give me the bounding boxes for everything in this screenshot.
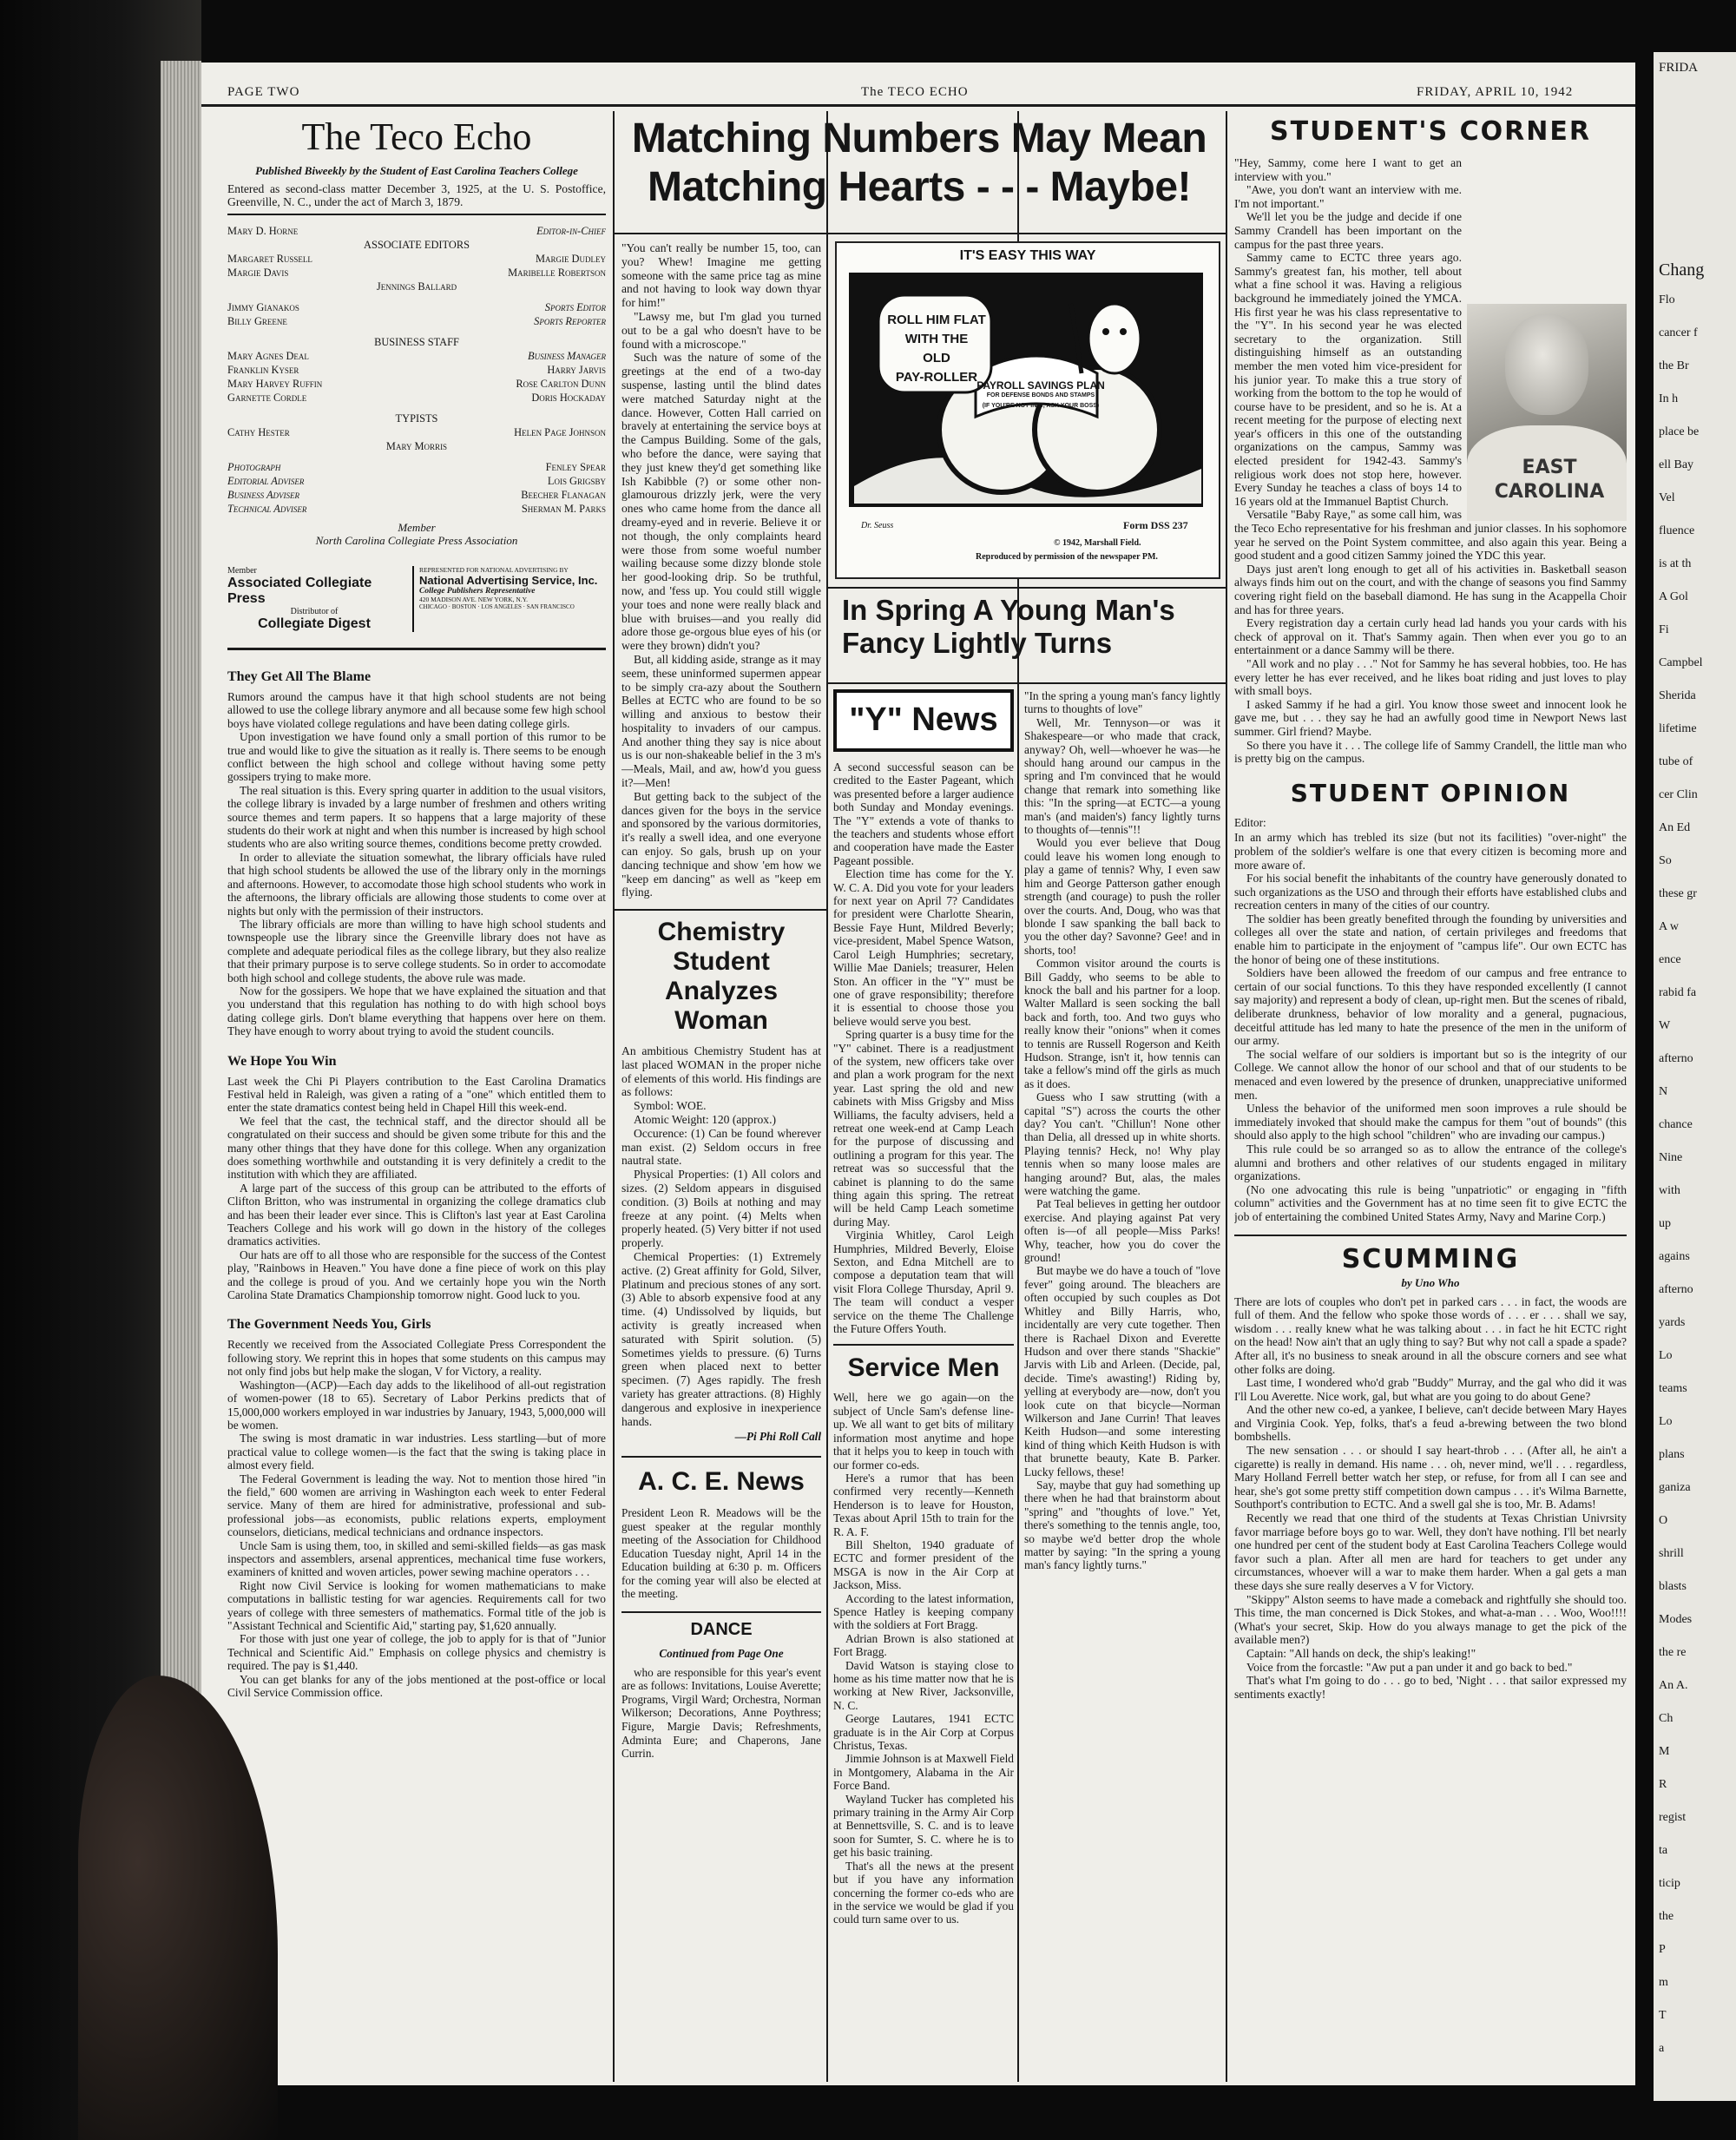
scumming-paragraph: The new sensation . . . or should I say heart-throb . . . (After all, he ain't a cigarette) is really in demand. His name . . . oh, never mind, we'll . . . regardless, Mary Holland Ferrell better watch her step, or refuse, for from all I can see and hear, she's got some pretty stiff competition down campus . . . it's Wilma Barnette, Southport's contribution to ECTC. And a swell gal she is too, Mr. B. Adams! <box>1234 1444 1627 1511</box>
cartoon-banner: PAYROLL SAVINGS PLAN FOR DEFENSE BONDS AND STAMPS (IF YOU'RE NOT IN IT, ASK YOUR BOSS) <box>976 379 1105 409</box>
adjacent-fragment: rabid fa <box>1659 986 1697 999</box>
editorials <box>227 669 606 1699</box>
top-rule <box>201 104 1635 107</box>
spring-paragraph: Would you ever believe that Doug could leave his women long enough to play a game of tennis? Why, I even saw him and George Patterson gather enough strength (and courage) to push the roller over the courts. And, Doug, who was that blonde I saw spanking the ball back to you the other day? Savonne? Gee! and in shorts, too! <box>1024 836 1220 957</box>
matching-headline-2: Matching Hearts - - - Maybe! <box>647 164 1192 210</box>
adjacent-fragment: Ch <box>1659 1712 1674 1725</box>
adjacent-fragment: M <box>1659 1745 1670 1758</box>
service-men-paragraph: Bill Shelton, 1940 graduate of ECTC and former president of the MSGA is now in the Air Corp at Jackson, Miss. <box>833 1538 1014 1592</box>
service-men-paragraph: According to the latest information, Spence Hatley is keeping company with the soldiers at Fort Bragg. <box>833 1591 1014 1632</box>
adjacent-fragment: regist <box>1659 1811 1687 1824</box>
column-rule-2 <box>826 111 828 2082</box>
adjacent-fragment: R <box>1659 1778 1667 1791</box>
editorial-paragraph: We feel that the cast, the technical staff, and the director should all be congratulated on their success and should be given some tribute for this and the many other things that they have done for this college. When any organization does something worthwhile and outstanding it is very definitely a credit to the institution with which they are affiliated. <box>227 1114 606 1182</box>
scumming-top-rule <box>1234 1235 1627 1236</box>
scumming-paragraph: And the other new co-ed, a yankee, I believe, can't decide between Mary Hayes and Virginia Cook. Yep, folks, that's a feud a-brewing between the two blond bombshells. <box>1234 1403 1627 1444</box>
spring-story <box>1024 689 1220 2078</box>
adjacent-running-head: FRIDA <box>1659 61 1699 75</box>
spring-paragraph: Guess who I saw strutting (with a capital "S") across the courts the other day? You can't. "Chillun'! None other than Delia, all dressed up in white shorts. Playing tennis? Heck, no! Why play tennis when so many loose males are hanging around? But, alas, the males were watching the game. <box>1024 1090 1220 1198</box>
matching-rule <box>615 233 1226 234</box>
adjacent-fragment: P <box>1659 1943 1666 1956</box>
student-opinion-title: STUDENT OPINION <box>1290 778 1571 807</box>
adjacent-fragment: lifetime <box>1659 722 1697 735</box>
adjacent-fragment: ence <box>1659 953 1681 966</box>
student-opinion-paragraph: Soldiers have been allowed the freedom of our campus and free entrance to certain of our social functions. To this they have responded excellently (I cannot say majority) and represent a body of clean, up-right men. But the scenes of ribald, deliberate drunkness, behavior of low morality and a general, pugnacious, deceitful attitude has led many to hate the presence of the men in the uniform of our army. <box>1234 966 1627 1048</box>
students-corner-paragraph: "Awe, you don't want an interview with me. I'm not important." <box>1234 183 1462 210</box>
chemistry-paragraph: An ambitious Chemistry Student has at last placed WOMAN in the proper niche of elements of this world. His findings are as follows: <box>621 1044 821 1099</box>
ace-news-title: A. C. E. News <box>638 1466 805 1496</box>
adjacent-fragment: An A. <box>1659 1679 1688 1692</box>
chemistry-paragraph: Chemical Properties: (1) Extremely active. (2) Great affinity for Gold, Silver, Platinum and precious stones of any sort. (3) Able to absorb expensive food at any time. (4) Undissolved by liquids, but activity is greatly increased when saturated with Spirit solution. (5) Sometimes yields to pressure. (6) Turns green when placed next to better specimen. (7) Ages rapidly. The fresh variety has greater attractions. (8) Highly dangerous and explosive in inexperience hands. <box>621 1249 821 1428</box>
service-men-paragraph: Jimmie Johnson is at Maxwell Field in Montgomery, Alabama in the Air Force Band. <box>833 1752 1014 1793</box>
students-corner-paragraph: Versatile "Baby Raye," as some call him, was the Teco Echo representative for his freshman and junior classes. In his sophomore year he served on the Point System committee, and also again this year. Being a good student and a good citizen Sammy joined the YDC this year. <box>1234 508 1627 563</box>
editorial-paragraph: Uncle Sam is using them, too, in skilled and semi-skilled fields—as gas mask inspectors and assemblers, arsenal apprentices, mechanical time fuse workers, examiners of knitted and woven articles, power sewing machine operators . . . <box>227 1538 606 1579</box>
editorial-paragraph: In order to alleviate the situation somewhat, the library officials have ruled that high school students be allowed the use of the library only in the mornings and afternoons. However, to accomodate those high school students who work in the afternoons, the library officials are allowing those students to come over at nights but only with the permission of their instructors. <box>227 850 606 918</box>
adjacent-fragment: plans <box>1659 1448 1685 1461</box>
editorial-paragraph: Washington—(ACP)—Each day adds to the likelihood of all-out registration of women-power (18 to 65). Secretary of Labor Perkins predicts that of 15,000,000 workers employed in war industries by January, 1943, 5,000,000 will be women. <box>227 1378 606 1432</box>
matching-headline <box>620 115 1219 232</box>
staff-associate-label: ASSOCIATE EDITORS <box>364 239 470 251</box>
adjacent-fragment: Nine <box>1659 1151 1683 1164</box>
scumming-paragraph: Voice from the forcastle: "Aw put a pan under it and go back to bed." <box>1246 1660 1573 1674</box>
masthead-entered: Entered as second-class matter December 3, 1925, at the U. S. Postoffice, Greenville, N. C., under the act of March 3, 1879. <box>227 182 606 208</box>
adjacent-fragment: Fi <box>1659 623 1669 636</box>
adjacent-fragment: yards <box>1659 1316 1686 1329</box>
editorial-paragraph: The real situation is this. Every spring quarter in addition to the usual visitors, the college library is invaded by a large number of freshmen and others writing source themes and term papers. It so happens that a large majority of these students do their work at night and when this number is increased by high school students who are also writing source themes, conditions become pretty crowded. <box>227 783 606 851</box>
staff-typists-row: Cathy Hester Helen Page Johnson <box>227 426 606 438</box>
cartoon-artist: Dr. Seuss <box>861 521 894 530</box>
staff-typists-label: TYPISTS <box>395 412 438 425</box>
chemistry-title: Chemistry Student Analyzes Woman <box>657 918 786 1035</box>
students-corner-paragraph: We'll let you be the judge and decide if one Sammy Crandell has been important on the campus for the past three years. <box>1234 210 1462 251</box>
adjacent-fragment: A w <box>1659 920 1679 933</box>
scumming-paragraph: Last time, I wondered who'd grab "Buddy" Murray, and the gal who did it was I'll Lou Averette. Nice work, gal, but what are you going to do about Gene? <box>1234 1376 1627 1403</box>
scumming-body <box>1234 1295 1627 1702</box>
adjacent-fragment: fluence <box>1659 524 1695 537</box>
student-opinion-paragraph: This rule could be so arranged so as to allow the entrance of the college's alumni and brothers and other relatives of our students engaged in military organizations. <box>1234 1142 1627 1183</box>
masthead-rule <box>227 214 606 215</box>
adjacent-fragment: the <box>1659 1910 1674 1923</box>
editorial-paragraph: You can get blanks for any of the jobs mentioned at the post-office or local Civil Service Commission office. <box>227 1672 606 1700</box>
cartoon-credit-1: © 1942, Marshall Field. <box>1054 538 1141 548</box>
adjacent-fragment: W <box>1659 1019 1671 1032</box>
adjacent-fragment: these gr <box>1659 887 1697 900</box>
dance-text: who are responsible for this year's event are as follows: Invitations, Louise Averette; Programs, Virgil Ward; Orchestra, Norman Wilkerson; Decorations, Anne Poythress; Figure, Margie Davis; Refreshments, Adminta Eure; and Chaperons, Jane Currin. <box>621 1665 821 1761</box>
matching-paragraph: "You can't really be number 15, too, can you? Whew! Imagine me getting someone with the same price tag as mine and not having to look way down thyar for him!" <box>621 241 821 310</box>
adjacent-fragment: a <box>1659 2042 1665 2055</box>
adjacent-fragment: ell Bay <box>1659 458 1694 471</box>
adjacent-fragment: afterno <box>1659 1052 1693 1065</box>
spring-paragraph: Common visitor around the courts is Bill Gaddy, who seems to be able to knock the ball and his partner for a loop. Walter Mallard is seen socking the ball back and forth, too. And two guys who really know their "onions" when it comes to tennis are Russell Rogerson and Keith Hudson. Strange, isn't it, how tennis can take a fellow's mind off the girls as much as it does. <box>1024 957 1220 1090</box>
staff-adviser-row: Editorial Adviser Lois Grigsby <box>227 475 606 487</box>
adjacent-fragment: Modes <box>1659 1613 1693 1626</box>
staff-business-row: Mary Harvey Ruffin Rose Carlton Dunn <box>227 378 606 390</box>
right-column <box>1234 115 1627 2082</box>
students-corner-paragraph: Every registration day a certain curly head lad hands you your cards with his check of approval on it. That's Sammy again. Then when ever you go to an entertainment or a dance Sammy will be there. <box>1234 616 1627 657</box>
editorial-title: The Government Needs You, Girls <box>227 1317 431 1333</box>
adjacent-fragment: place be <box>1659 425 1700 438</box>
adjacent-fragment: up <box>1659 1217 1671 1230</box>
student-opinion-paragraph: The social welfare of our soldiers is important but so is the integrity of our College. We cannot allow the honor of our school and that of our students to be menaced and even lowered by the presence of drunken, unappreciative uniformed men. <box>1234 1047 1627 1102</box>
staff-business-label: BUSINESS STAFF <box>374 336 459 348</box>
students-corner-paragraph: So there you have it . . . The college life of Sammy Crandell, the little man who is pretty big on the campus. <box>1234 738 1627 766</box>
staff-business-row: Mary Agnes Deal Business Manager <box>227 350 606 362</box>
chemistry-paragraph: Symbol: WOE. <box>634 1099 707 1113</box>
y-news-paragraph: Virginia Whitley, Carol Leigh Humphries, Mildred Beverly, Eloise Sexton, and Edna Mitchell are to compose a deputation team that will visit Flora College Thursday, April 9. The team will conduct a vesper service on the theme The Challenge the Future Offers Youth. <box>833 1228 1014 1336</box>
spring-paragraph: Well, Mr. Tennyson—or was it Shakespeare—or who made that crack, anyway? Oh, well—whoever he was—he should hang around our campus in the spring and I'm convinced that he would change that remark into something like this: "In the spring—at ECTC—a young man's (and maiden's) fancy lightly turns to thoughts of—tennis"!! <box>1024 715 1220 837</box>
editorial-paragraph: Recently we received from the Associated Collegiate Press Correspondent the following story. We reprint this in hopes that some students on this campus may not only find jobs but help make the slogan, V for Victory, a reality. <box>227 1338 606 1379</box>
member-org: North Carolina Collegiate Press Association <box>315 534 518 547</box>
masthead-bottom-rule <box>227 648 606 650</box>
students-corner-paragraph: Days just aren't long enough to get all of his activities in. Basketball season always finds him out on the court, and with the change of seasons you find Sammy covering right field on the baseball diamond. He has sung in the Acappella Choir and has for three years. <box>1234 562 1627 616</box>
adjacent-fragment: blasts <box>1659 1580 1687 1593</box>
matching-end-rule <box>615 909 826 911</box>
adjacent-fragment: cer Clin <box>1659 788 1698 801</box>
spring-paragraph: Pat Teal believes in getting her outdoor exercise. And playing against Pat very often is—of all people—Miss Parks! Why, teacher, how you do cover the ground! <box>1024 1197 1220 1265</box>
cartoon-header: IT'S EASY THIS WAY <box>959 248 1096 263</box>
students-corner-title: STUDENT'S CORNER <box>1270 116 1591 147</box>
staff-adviser-row: Photograph Fenley Spear <box>227 461 606 473</box>
adjacent-fragment: Lo <box>1659 1349 1673 1362</box>
member-label: Member <box>398 521 436 534</box>
service-men-paragraph: That's all the news at the present but if you have any information concerning the former co-eds who are in the service we would be glad if you could turn same over to us. <box>833 1859 1014 1926</box>
column-rule-1 <box>613 111 615 2082</box>
student-opinion-paragraph: For his social benefit the inhabitants of the country have generously donated to such organizations as the USO and through their efforts have established clubs and recreation centers in many of the cities of our country. <box>1234 872 1627 912</box>
cartoon-sign: ROLL HIM FLAT WITH THE OLD PAY-ROLLER <box>887 313 986 385</box>
ace-news-text: President Leon R. Meadows will be the guest speaker at the regular monthly meeting of the Association for Childhood Education Tuesday night, April 14 in the Education building at 6:30 p. m. Officers for the coming year will also be elected at the meeting. <box>621 1505 821 1601</box>
chemistry-column <box>621 918 821 2081</box>
service-men-paragraph: Here's a rumor that has been confirmed very recently—Kenneth Henderson is to leave for Houston, Texas about April 15th to train for the R. A. F. <box>833 1471 1014 1538</box>
press-badges <box>227 566 606 632</box>
adjacent-fragment: So <box>1659 854 1672 867</box>
adjacent-fragment: agains <box>1659 1250 1690 1263</box>
nas-badge: REPRESENTED FOR NATIONAL ADVERTISING BY National Advertising Service, Inc. College Publishers Representative 420 MADISON AVE. NEW YORK, N.Y. CHICAGO · BOSTON · LOS ANGELES · SAN FRANCISCO <box>412 566 606 632</box>
dance-title: DANCE <box>690 1620 753 1640</box>
paper-name-running: The TECO ECHO <box>861 85 969 99</box>
staff-associate-row: Margie Davis Maribelle Robertson <box>227 267 606 279</box>
service-men-title: Service Men <box>847 1353 1000 1383</box>
staff-adviser-row: Technical Adviser Sherman M. Parks <box>227 503 606 515</box>
adjacent-fragment: tube of <box>1659 755 1693 768</box>
scumming-paragraph: There are lots of couples who don't pet in parked cars . . . in fact, the woods are full of them. And the fellow who spoke those words of . . . er . . . shall we say, wisdom . . . really knew what he was talking about . . . in fact he hit ECTC right on the head! Now ain't that an ugly thing to say? But why not call a spade a spade? After all, it's no business to sneak around in all the obscure corners and see what other folks are doing. <box>1234 1294 1627 1376</box>
adjacent-fragment: ticip <box>1659 1877 1680 1890</box>
adjacent-fragment: afterno <box>1659 1283 1693 1296</box>
scumming-paragraph: That's what I'm going to do . . . go to bed, 'Night . . . that sailor expressed my sentiments exactly! <box>1234 1674 1627 1701</box>
editorial-paragraph: The swing is most dramatic in war industries. Less startling—but of more practical value to college women—is the fact that the swing is taking place in almost every field. <box>227 1432 606 1472</box>
editorial-paragraph: The Federal Government is leading the way. Not to mention those hired "in the field," 600 women are arriving in Washington each week to enter Federal service. Many of them are hired for administrative, professional and sub-professional jobs—as economists, public relations experts, employment counselors, dieticians, medical technicians and ordnance inspectors. <box>227 1472 606 1539</box>
y-news-paragraph: Spring quarter is a busy time for the "Y" cabinet. There is a readjustment of the system, new officers take over and plan a work program for the next year. Last spring the old and new cabinets with Miss Grigsby and Miss Williams, the faculty advisers, held a retreat one week-end at Camp Leach for the purpose of discussing and outlining a program for this year. The retreat was so successful that the cabinet is planning to do the same thing again this spring. The retreat will be held Camp Leach sometime during May. <box>833 1028 1014 1228</box>
y-news-paragraph: A second successful season can be credited to the Easter Pageant, which was presented before a larger audience both Sunday and Monday evenings. The "Y" extends a vote of thanks to the teachers and students whose effort and cooperation have made the Easter Pageant possible. <box>833 761 1014 867</box>
adjacent-page-fragment <box>1654 52 1736 2101</box>
scumming-paragraph: Recently we read that one third of the students at Texas Christian Univrsity favor marriage before boys go to war. Well, they don't have nothing. I'll bet nearly one hundred per cent of the student body at East Carolina Teachers College would favor such a plan. After all men are hard for teachers to get under any circumstances, whoever will a war to make them harder. When a gal gets a man these days she sure really deserves a V for Victory. <box>1234 1511 1627 1592</box>
y-news-column <box>833 689 1014 2078</box>
adjacent-fragment: shrill <box>1659 1547 1684 1560</box>
spring-paragraph: But maybe we do have a touch of "love fever" going around. The bleachers are often occupied by such couples as Dot Whitley and Billy Harris, who, incidentally are very cute together. Then there is Rachael Dixon and Everette Hudson and over there stands "Shackie" Jarvis with Lib and Arleen. (Decide, pal, decide. Time's awasting!) Riding by, yelling at everybody are—now, don't you look cute on that bicycle—Norman Wilkerson and Jane Currin! That leaves Keith Hudson—and some interesting kind of thing which Keith Hudson is with that brunette beauty, Kate B. Parker. Lucky fellows, these! <box>1024 1264 1220 1478</box>
column-rule-4 <box>1226 111 1227 2082</box>
student-opinion-paragraph: (No one advocating this rule is being "unpatriotic" or engaging in "fifth column" activities and the Government has at no time seen fit to give ECTC the job of entertaining the combined United States Army, Navy and Marine Corp.) <box>1234 1182 1627 1223</box>
service-men-paragraph: George Lautares, 1941 ECTC graduate is in the Air Corp at Corpus Christus, Texas. <box>833 1712 1014 1753</box>
adjacent-fragment: cancer f <box>1659 326 1698 339</box>
editorial-paragraph: Right now Civil Service is looking for women mathematicians to make computations in ballistic testing for war agencies. Requirements call for two years of college with three semesters of mathematics. Formal title of the job is "Assistant Technical and Scientific Aid," starting pay, $1,620 annually. <box>227 1578 606 1632</box>
adjacent-fragment: with <box>1659 1184 1680 1197</box>
matching-paragraph: But getting back to the subject of the dances given for the boys in the service and sponsored by the various dormitories, it's really a swell idea, and one everyone can enjoy. So gals, brush up on your dancing technique and show 'em how we "keep em dancing" as well as "keep em flying. <box>621 789 821 899</box>
chemistry-paragraph: Physical Properties: (1) All colors and sizes. (2) Seldom appears in disguised condition. (3) Boils at nothing and may freeze at any point. (4) Melts when properly heated. (5) Very bitter if not used properly. <box>621 1168 821 1250</box>
newspaper-page <box>201 63 1635 2085</box>
scumming-paragraph: "Skippy" Alston seems to have made a comeback and rightfully she should too. This time, the man concerned is Dick Stokes, and what-a-man . . . Woo, Woo!!!! (What's your secret, Skip. How do you always manage to get the pick of the available men?) <box>1234 1592 1627 1647</box>
editorial-paragraph: Now for the gossipers. We hope that we have explained the situation and that you understand that this regulation has nothing to do with high school boys dating college girls. Don't blame everything that happens over here on them. They have enough to worry about trying to avoid the student councils. <box>227 984 606 1038</box>
service-men-paragraph: Adrian Brown is also stationed at Fort Bragg. <box>833 1631 1014 1659</box>
student-opinion-salutation: Editor: <box>1234 815 1266 829</box>
matching-headline-1: Matching Numbers May Mean <box>631 115 1207 161</box>
editorial-paragraph: Last week the Chi Pi Players contribution to the East Carolina Dramatics Festival held in Raleigh, was given a rating of a "one" which entitled them to enter the state dramatics contest being held in Chapel Hill this week-end. <box>227 1074 606 1115</box>
y-news-paragraph: Election time has come for the Y. W. C. A. Did you vote for your leaders for next year on April 7? Candidates for president were Charlotte Shearin, Bessie Faye Hunt, Mildred Beverly; vice-president, Mabel Spence Watson, Carol Leigh Humphries; secretary, Willie Mae Daniels; treasurer, Helen Ston. An officer in the "Y" must be one of grave responsibility; therefore it is essential to choose those you believe would serve you best. <box>833 867 1014 1028</box>
acp-badge: Member Associated Collegiate Press Distributor of Collegiate Digest <box>227 566 372 631</box>
chemistry-credit: —Pi Phi Roll Call <box>734 1430 821 1444</box>
editorial-paragraph: For those with just one year of college, the job to apply for is that of "Junior Technical and Scientific Aid." Emphasis on college physics and chemistry is required. The pay is $1,440. <box>227 1632 606 1673</box>
student-opinion-paragraph: In an army which has trebled its size (but not its facilities) "over-night" the problem of the soldier's welfare is one that every citizen is becoming more and more aware of. <box>1234 831 1627 872</box>
students-corner-paragraph: "Hey, Sammy, come here I want to get an interview with you." <box>1234 156 1462 183</box>
adjacent-fragment: An Ed <box>1659 821 1691 834</box>
dance-continued: Continued from Page One <box>659 1647 784 1661</box>
staff-sports-row: Billy Greene Sports Reporter <box>227 315 606 327</box>
y-news-title: "Y" News <box>833 689 1014 752</box>
scumming-paragraph: Captain: "All hands on deck, the ship's leaking!" <box>1246 1646 1476 1660</box>
chemistry-paragraph: Occurence: (1) Can be found wherever man exist. (2) Seldom occurs in free nautral state. <box>621 1126 821 1168</box>
spring-bottom-rule <box>828 682 1226 684</box>
adjacent-fragment: chance <box>1659 1118 1693 1131</box>
sammy-crandell-photo <box>1467 304 1627 521</box>
ace-top-rule <box>621 1456 821 1458</box>
adjacent-fragment: the re <box>1659 1646 1687 1659</box>
staff-adviser-row: Business Adviser Beecher Flanagan <box>227 489 606 501</box>
editorial-paragraph: Our hats are off to all those who are responsible for the success of the Contest play, "Rainbows in Heaven." You have done a fine piece of work on this play and the college is proud of you. And we certainly hope you win the North Carolina State Dramatics Championship tomorrow night. Good luck to you. <box>227 1248 606 1302</box>
adjacent-fragment: ta <box>1659 1844 1668 1857</box>
page-number: PAGE TWO <box>227 85 300 99</box>
spring-paragraph: "In the spring a young man's fancy lightly turns to thoughts of love" <box>1024 689 1220 716</box>
matching-paragraph: "Lawsy me, but I'm glad you turned out to be a gal who doesn't have to be found with a microscope." <box>621 309 821 351</box>
payroll-cartoon <box>835 241 1220 579</box>
staff-typists-center: Mary Morris <box>385 440 448 452</box>
photo-jersey-text: EAST CAROLINA <box>1494 457 1605 503</box>
matching-paragraph: But, all kidding aside, strange as it may seem, these uninformed supermen appear to be simply cra-azy about the Southern Belles at ECTC who are found to be so willing and anxious to bestow their hospitality to invaders of our campus. And another thing they say is nice about us is our non-shakeable belief in the 3 m's—Meals, Mail, and aw, how'd you guess it?—Men! <box>621 652 821 790</box>
spring-headline: In Spring A Young Man's Fancy Lightly Turns <box>842 594 1175 659</box>
chemistry-paragraph: Atomic Weight: 120 (approx.) <box>634 1112 777 1126</box>
scumming-title: SCUMMING <box>1341 1243 1520 1274</box>
adjacent-fragment: Chang <box>1659 260 1705 280</box>
issue-date: FRIDAY, APRIL 10, 1942 <box>1417 85 1574 99</box>
students-corner-paragraph: Sammy came to ECTC three years ago. Sammy's greatest fan, his mother, tell about what a fine school it was. Having a religious background he immediately joined the YMCA. His first year he was his class representative to the "Y". In his second year he was elected secretary to the organization. Still distinguishing himself as an outstanding member the men voted him vice-president for his junior year. To make this a true story of working from the bottom to the top he would of course have to be president, and so he is. At a recent meeting for the purpose of electing next year's officers in this one of the outstanding organizations on the campus, Sammy was elected president for 1942-43. Sammy's religious work does not stop here, however. Every Sunday he teaches a class of boys 14 to 16 years old at the Immanuel Baptist Church. <box>1234 251 1462 508</box>
service-men-paragraph: Well, here we go again—on the subject of Uncle Sam's defense line-up. We all want to get bits of military information most anytime and hope that it helps you to keep in touch with our former co-eds. <box>833 1391 1014 1472</box>
scumming-byline: by Uno Who <box>1401 1275 1460 1289</box>
adjacent-fragment: the Br <box>1659 359 1689 372</box>
staff-sports-row: Jimmy Gianakos Sports Editor <box>227 301 606 313</box>
adjacent-fragment: In h <box>1659 392 1679 405</box>
service-men-paragraph: Wayland Tucker has completed his primary training in the Army Air Corp at Bennettsville, S. C. and is to leave soon for Sumter, S. C. where he is to get his basic training. <box>833 1792 1014 1860</box>
adjacent-fragment: O <box>1659 1514 1668 1527</box>
students-corner-paragraph: I asked Sammy if he had a girl. You know those sweet and innocent look he gave me, but . . . they say he had an awfully good time in Newport News last summer. Girl friend? Maybe. <box>1234 697 1627 738</box>
adjacent-fragment: teams <box>1659 1382 1687 1395</box>
editorial-paragraph: Upon investigation we have found only a small portion of this rumor to be true and would like to give the situation as it really is. There seems to be enough conflict between the high school and college without having some petty gossipers trying to make more. <box>227 730 606 784</box>
spring-top-rule <box>828 587 1226 589</box>
cartoon-credit-2: Reproduced by permission of the newspaper PM. <box>976 552 1158 562</box>
dance-top-rule <box>621 1611 821 1613</box>
adjacent-fragment: ganiza <box>1659 1481 1691 1494</box>
cartoon-form: Form DSS 237 <box>1123 519 1188 531</box>
editorial-column <box>227 111 606 2082</box>
students-corner-paragraph: "All work and no play . . ." Not for Sammy he has several hobbies, too. He has every letter he has ever received, and he likes boat riding and just loves to play with small boys. <box>1234 656 1627 698</box>
staff-associate-row: Margaret Russell Margie Dudley <box>227 253 606 265</box>
masthead-published: Published Biweekly by the Student of East Carolina Teachers College <box>255 164 578 177</box>
staff-editor: Mary D. Horne Editor-in-Chief <box>227 225 606 237</box>
spring-paragraph: Say, maybe that guy had something up there when he had that brainstorm about "spring" and "thoughts of love." Yet, there's something to the tennis angle, too, so maybe we'd better drop the whole matter by saying: "In the spring a young man's fancy lightly turns." <box>1024 1478 1220 1572</box>
adjacent-fragment: Lo <box>1659 1415 1673 1428</box>
student-opinion-paragraph: The soldier has been greatly benefited through the founding by universities and colleges all over the state and nation, of certain privileges and freedoms that enable him to participate in the enjoyment of "campus life". Our own ECTC has the honor of being one of these institutions. <box>1234 912 1627 966</box>
staff-business-row: Garnette Cordle Doris Hockaday <box>227 392 606 404</box>
adjacent-fragment: T <box>1659 2009 1667 2022</box>
adjacent-fragment: is at th <box>1659 557 1692 570</box>
matching-story <box>621 241 821 901</box>
editorial-title: We Hope You Win <box>227 1053 337 1069</box>
adjacent-fragment: Sherida <box>1659 689 1696 702</box>
editorial-paragraph: Rumors around the campus have it that high school students are not being allowed to use the college library anymore and all because some few high school boys have violated college regulations and have been dating college girls. <box>227 690 606 730</box>
adjacent-fragment: Vel <box>1659 491 1675 504</box>
adjacent-fragment: N <box>1659 1085 1668 1098</box>
student-opinion-paragraph: Unless the behavior of the uniformed men soon improves a rule should be immediately invoked that should make the campus for them "out of bounds" (this should also apply to the high school "children" who are invading our campus.) <box>1234 1102 1627 1142</box>
matching-paragraph: Such was the nature of some of the greetings at the end of a two-day suspense, lasting until the blind dates were matched Saturday night at the dance. However, Cotten Hall carried on bravely at entertaining the service boys at the Campus Building. Some of the gals, who before the dance, were saying that they just knew they'd get something like Ish Kabibble (?) or some other non-glamourous drizzly jerk, were the very ones who came home from the dance all dreamy-eyed and in reverie. Believe it or not though, the only complaints heard were those from some woeful number wailing because some dizzy blonde stole her good-looking drip. So be truthful, now, and 'fess up. You could still wiggle your toes and none were really black and blue with bruises—and you really did adore those ge-orgous blue eyes of his (or were they brown) didn't you? <box>621 351 821 653</box>
service-top-rule <box>833 1344 1014 1346</box>
adjacent-fragment: Flo <box>1659 293 1675 306</box>
editorial-title: They Get All The Blame <box>227 669 372 684</box>
adjacent-fragment: Campbel <box>1659 656 1703 669</box>
editorial-paragraph: The library officials are more than willing to have high school students and townspeople use the library since the Greenville library does not have as complete and adequate periodical files as the college library, but they also realize that their primary purpose is to serve college students. So in order to accomodate both high school and college students, the above rule was made. <box>227 917 606 984</box>
staff-business-row: Franklin Kyser Harry Jarvis <box>227 364 606 376</box>
student-opinion-body <box>1234 831 1627 1223</box>
adjacent-fragment: A Gol <box>1659 590 1688 603</box>
editorial-paragraph: A large part of the success of this group can be attributed to the efforts of Clifton Britton, who was instrumental in organizing the college dramatics club and has been their leader ever since. This is Clifton's last year at East Carolina Teachers College and his work will go down in the history of the colleges dramatics activities. <box>227 1181 606 1248</box>
staff-associate-center: Jennings Ballard <box>376 280 457 293</box>
adjacent-fragment: m <box>1659 1976 1668 1989</box>
service-men-paragraph: David Watson is staying close to home as his time matter now that he is working at New River, Jacksonville, N. C. <box>833 1658 1014 1712</box>
masthead-title: The Teco Echo <box>301 115 532 158</box>
